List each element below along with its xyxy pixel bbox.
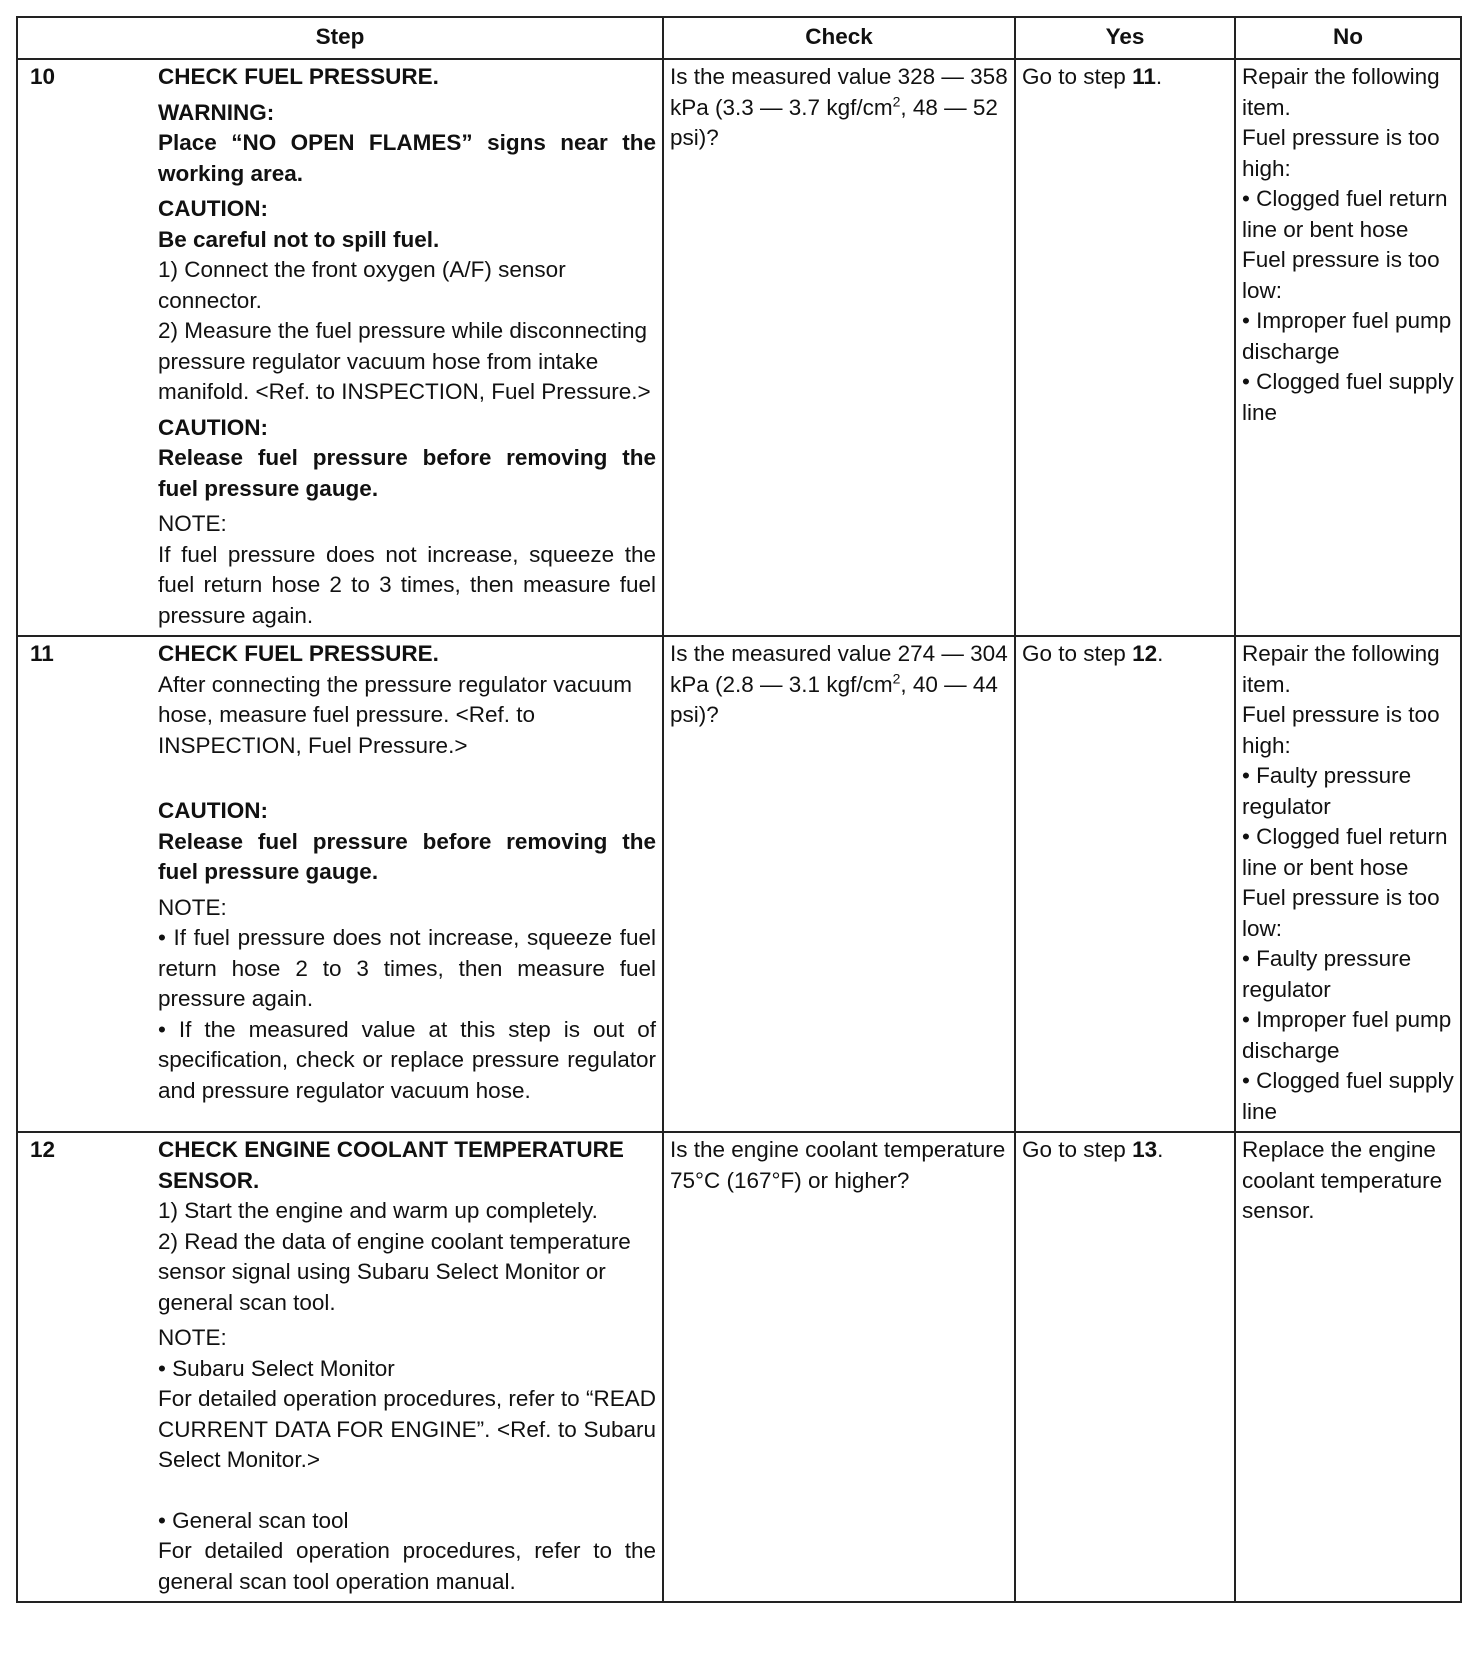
no-line: Fuel pressure is too high: [1242, 125, 1440, 181]
step-body [158, 1135, 656, 1597]
note-item: • General scan tool [158, 1507, 349, 1533]
no-line: Replace the engine coolant temperature sensor. [1242, 1137, 1443, 1223]
diagnostic-procedure-page [16, 16, 1460, 1603]
step-number: 10 [30, 64, 56, 89]
no-line: • Clogged fuel return line or bent hose [1242, 186, 1448, 242]
step-cell [17, 636, 663, 1132]
yes-suffix: . [1157, 1137, 1164, 1162]
no-line: Fuel pressure is too low: [1242, 247, 1440, 303]
step-title: CHECK FUEL PRESSURE. [158, 64, 439, 89]
header-check: Check [663, 17, 1015, 59]
procedure-step: 1) Start the engine and warm up completely. [158, 1198, 598, 1223]
no-cell [1235, 636, 1461, 1132]
table-row [17, 1132, 1461, 1602]
check-text: Is the engine coolant temperature 75°C (167°F) or higher? [670, 1137, 1006, 1193]
note-text: If fuel pressure does not increase, squeeze the fuel return hose 2 to 3 times, then measure fuel pressure again. [158, 541, 656, 628]
no-line: • Improper fuel pump discharge [1242, 308, 1452, 364]
no-line: • Improper fuel pump discharge [1242, 1007, 1452, 1063]
warning-label: WARNING: [158, 99, 275, 125]
step-body [158, 639, 656, 1106]
yes-text: Go to step [1022, 64, 1133, 89]
superscript: 2 [892, 93, 901, 109]
yes-suffix: . [1157, 641, 1164, 666]
no-cell [1235, 59, 1461, 636]
table-row [17, 59, 1461, 636]
goto-step-link[interactable]: 12 [1132, 641, 1158, 666]
note-text: For detailed operation procedures, refer to “READ CURRENT DATA FOR ENGINE”. <Ref. to Subaru Select Monitor.> [158, 1386, 656, 1472]
header-row [17, 17, 1461, 59]
procedure-step: 1) Connect the front oxygen (A/F) sensor connector. [158, 257, 566, 313]
yes-suffix: . [1155, 64, 1163, 89]
table-row [17, 636, 1461, 1132]
no-line: Fuel pressure is too low: [1242, 885, 1440, 941]
yes-cell [1015, 59, 1235, 636]
no-line: • Faulty pressure regulator [1242, 763, 1412, 819]
step-title: CHECK FUEL PRESSURE. [158, 641, 439, 666]
caution-text: Release fuel pressure before removing the fuel pressure gauge. [158, 828, 656, 884]
procedure-text: After connecting the pressure regulator vacuum hose, measure fuel pressure. <Ref. to INSPECTION, Fuel Pressure.> [158, 671, 633, 758]
check-cell [663, 59, 1015, 636]
note-label: NOTE: [158, 894, 227, 920]
no-line: Repair the following item. [1242, 641, 1440, 697]
procedure-step: 2) Read the data of engine coolant temperature sensor signal using Subaru Select Monitor or general scan tool. [158, 1228, 631, 1315]
note-label: NOTE: [158, 511, 227, 536]
check-text: Is the measured value 328 — 358 kPa (3.3 — 3.7 kgf/cm [670, 64, 1008, 120]
step-title: CHECK ENGINE COOLANT TEMPERATURE SENSOR. [158, 1137, 624, 1193]
check-cell [663, 636, 1015, 1132]
no-line: Fuel pressure is too high: [1242, 702, 1440, 758]
no-line: • Clogged fuel return line or bent hose [1242, 824, 1448, 880]
yes-text: Go to step [1022, 641, 1133, 666]
note-text: For detailed operation procedures, refer to the general scan tool operation manual. [158, 1538, 656, 1594]
procedure-step: 2) Measure the fuel pressure while disconnecting pressure regulator vacuum hose from intake manifold. <Ref. to INSPECTION, Fuel Pressure.> [158, 318, 651, 404]
note-item: • Subaru Select Monitor [158, 1355, 395, 1381]
caution-text: Be careful not to spill fuel. [158, 226, 440, 252]
check-cell [663, 1132, 1015, 1602]
step-number: 12 [30, 1137, 56, 1162]
no-line: • Clogged fuel supply line [1242, 1068, 1454, 1124]
note-label: NOTE: [158, 1325, 227, 1350]
yes-text: Go to step [1022, 1137, 1133, 1162]
header-yes: Yes [1015, 17, 1235, 59]
note-item: • If the measured value at this step is out of specification, check or replace pressure regulator and pressure regulator vacuum hose. [158, 1016, 656, 1103]
check-text: , 40 — 44 psi)? [670, 671, 998, 727]
no-cell [1235, 1132, 1461, 1602]
goto-step-link[interactable]: 11 [1132, 64, 1156, 89]
note-item: • If fuel pressure does not increase, squeeze fuel return hose 2 to 3 times, then measure fuel pressure again. [158, 925, 656, 1011]
no-line: • Faulty pressure regulator [1242, 946, 1412, 1002]
step-cell [17, 59, 663, 636]
step-cell [17, 1132, 663, 1602]
superscript: 2 [892, 670, 901, 686]
diagnostic-table [16, 16, 1462, 1603]
caution-label: CAUTION: [158, 196, 268, 221]
check-text: Is the measured value 274 — 304 kPa (2.8 — 3.1 kgf/cm [670, 641, 1008, 697]
caution-text: Release fuel pressure before removing the fuel pressure gauge. [158, 445, 656, 501]
yes-cell [1015, 1132, 1235, 1602]
header-no: No [1235, 17, 1461, 59]
caution-label: CAUTION: [158, 798, 268, 823]
goto-step-link[interactable]: 13 [1132, 1137, 1158, 1162]
caution-label: CAUTION: [158, 414, 268, 440]
yes-cell [1015, 636, 1235, 1132]
no-line: • Clogged fuel supply line [1242, 369, 1454, 425]
warning-text: Place “NO OPEN FLAMES” signs near the working area. [158, 130, 656, 186]
header-step: Step [17, 17, 663, 59]
check-text: , 48 — 52 psi)? [670, 94, 998, 150]
step-number: 11 [30, 641, 54, 666]
step-body [158, 62, 656, 631]
no-line: Repair the following item. [1242, 64, 1440, 120]
